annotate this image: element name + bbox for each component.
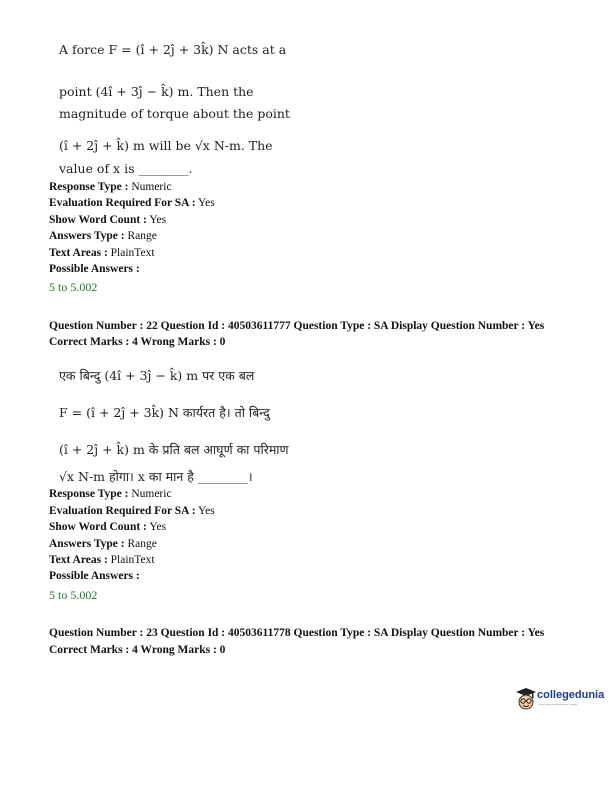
meta1-row: Evaluation Required For SA : Yes bbox=[49, 197, 215, 209]
possible-answer-2: 5 to 5.002 bbox=[49, 588, 98, 602]
graduate-mascot-icon bbox=[515, 687, 537, 711]
q22-line-4: √x N-m होगा। x का मान है ________। bbox=[59, 469, 253, 484]
question-marks-23: Correct Marks : 4 Wrong Marks : 0 bbox=[49, 644, 226, 656]
brand-tagline: India's largest Student Review Platform bbox=[539, 704, 578, 706]
q21-line-3: magnitude of torque about the point bbox=[59, 106, 290, 121]
brand-name: collegedunia bbox=[537, 689, 605, 701]
meta2-row: Evaluation Required For SA : Yes bbox=[49, 505, 215, 517]
q21-line-2: point (4î + 3ĵ − k̂) m. Then the bbox=[59, 84, 254, 99]
meta2-row: Answers Type : Range bbox=[49, 538, 157, 550]
meta1-row: Possible Answers : bbox=[49, 263, 140, 275]
question-marks-22: Correct Marks : 4 Wrong Marks : 0 bbox=[49, 336, 226, 348]
meta1-row: Response Type : Numeric bbox=[49, 181, 172, 193]
q21-line-5: value of x is ________. bbox=[59, 161, 193, 176]
collegedunia-logo bbox=[515, 687, 607, 719]
question-header-22: Question Number : 22 Question Id : 40503611777 Question Type : SA Display Question Number : Yes bbox=[49, 320, 545, 332]
possible-answer-1: 5 to 5.002 bbox=[49, 280, 98, 294]
meta2-row: Show Word Count : Yes bbox=[49, 521, 167, 533]
q21-line-4: (î + 2ĵ + k̂) m will be √x N-m. The bbox=[59, 138, 273, 153]
question-header-23: Question Number : 23 Question Id : 40503611778 Question Type : SA Display Question Number : Yes bbox=[49, 627, 545, 639]
q22-line-2: F = (î + 2ĵ + 3k̂) N कार्यरत है। तो बिन्दु bbox=[59, 405, 270, 420]
meta1-row: Show Word Count : Yes bbox=[49, 214, 167, 226]
meta2-row: Response Type : Numeric bbox=[49, 488, 172, 500]
meta2-row: Possible Answers : bbox=[49, 570, 140, 582]
meta1-row: Text Areas : PlainText bbox=[49, 247, 155, 259]
q22-line-3: (î + 2ĵ + k̂) m के प्रति बल आघूर्ण का परिमाण bbox=[59, 442, 289, 457]
meta1-row: Answers Type : Range bbox=[49, 230, 157, 242]
meta2-row: Text Areas : PlainText bbox=[49, 554, 155, 566]
q22-line-1: एक बिन्दु (4î + 3ĵ − k̂) m पर एक बल bbox=[59, 368, 255, 383]
q21-line-1: A force F = (î + 2ĵ + 3k̂) N acts at a bbox=[59, 42, 287, 57]
